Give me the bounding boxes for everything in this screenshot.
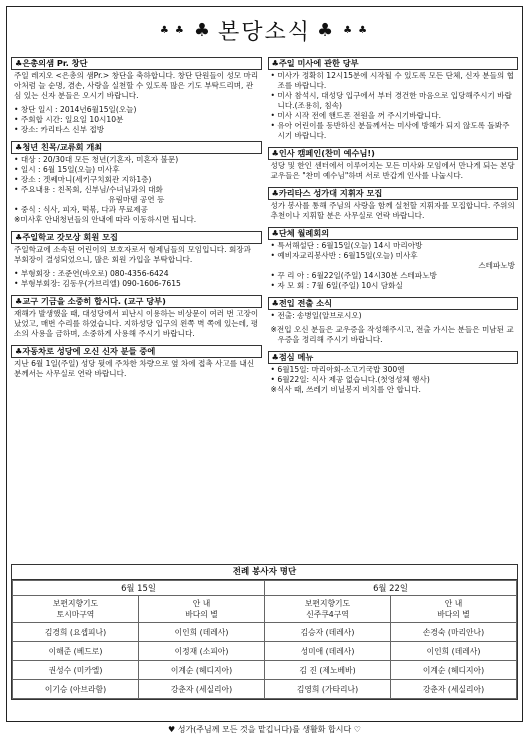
- notice-heading: ♣자동차로 성당에 오신 신자 분들 중에: [11, 345, 262, 358]
- table-row: [13, 661, 517, 680]
- server-name-cell: 이정재 (소피아): [139, 642, 265, 661]
- notice-line: • 6월22일: 식사 제공 없습니다.(첫영성체 행사): [270, 375, 430, 384]
- server-name-cell: 김경희 (요셉피나): [13, 623, 139, 642]
- notice-line: • 장소: 카리타스 신부 접방: [14, 125, 105, 134]
- notice-body: [268, 160, 519, 183]
- notice-body: [11, 358, 262, 381]
- liturgy-server-list: [11, 564, 518, 700]
- server-name-cell: 강춘자 (세실리아): [391, 680, 517, 699]
- server-name-cell: 이인희 (데레사): [139, 623, 265, 642]
- table-row: [13, 642, 517, 661]
- server-table: [12, 580, 517, 699]
- notice-body: [268, 70, 519, 143]
- server-name-cell: 권성수 (미카엘): [13, 661, 139, 680]
- date-cell: 6월 22일: [265, 581, 517, 596]
- notice-body: [11, 154, 262, 227]
- server-name-cell: 김 진 (제노베바): [265, 661, 391, 680]
- notice-body: [268, 364, 519, 397]
- notice-section: [11, 295, 262, 341]
- server-name-cell: 이기승 (아브라함): [13, 680, 139, 699]
- notice-line: ※미사후 안내청년들의 안내에 따라 이동하시면 됩니다.: [14, 215, 197, 224]
- notice-body: [268, 310, 519, 347]
- notice-line: • 주회합 시간: 일요일 10시10분: [14, 115, 124, 124]
- right-column: [268, 57, 519, 401]
- notice-heading: ♣점심 메뉴: [268, 351, 519, 364]
- page-title: [7, 7, 522, 53]
- notice-heading: ♣청년 친목/교류회 개최: [11, 141, 262, 154]
- notice-line: • 6월15일: 마리아회-소고기국밥 300엔: [270, 365, 405, 374]
- title-text: 본당소식: [217, 19, 311, 45]
- club-icon: ♣: [343, 24, 355, 36]
- table-row: [13, 623, 517, 642]
- notice-line: • 창단 일시 : 2014년6월15일(오늘): [14, 105, 137, 114]
- notice-heading: ♣전입 전출 소식: [268, 297, 519, 310]
- notice-section: [268, 187, 519, 223]
- role-header: 안 내 바다의 별: [139, 596, 265, 623]
- role-header-row: [13, 596, 517, 623]
- notice-line: 스테파노방: [478, 261, 515, 270]
- notice-line: • 부형회장 : 조준연(바오로) 080-4356-6424: [14, 269, 169, 278]
- server-name-cell: 손경숙 (마리안나): [391, 623, 517, 642]
- notice-line: • 주요내용 : 친목회, 신부님/수녀님과의 대화: [14, 185, 163, 194]
- notice-body: [11, 244, 262, 291]
- date-cell: 6월 15일: [13, 581, 265, 596]
- notice-line: 유림마뎀 공연 등: [108, 195, 165, 204]
- notice-heading: ♣인사 캠페인(찬미 예수님!): [268, 147, 519, 160]
- server-name-cell: 김영희 (가타리나): [265, 680, 391, 699]
- server-list-title: 전례 봉사자 명단: [12, 565, 517, 580]
- notice-body: [11, 308, 262, 341]
- notice-section: [11, 345, 262, 381]
- notice-heading: ♣카리타스 성가대 지휘자 모집: [268, 187, 519, 200]
- server-name-cell: 이계순 (헤디지아): [391, 661, 517, 680]
- notice-section: [268, 351, 519, 397]
- left-column: [11, 57, 262, 401]
- date-row: [13, 581, 517, 596]
- notice-line: • 일시 : 6월 15일(오늘) 미사후: [14, 165, 120, 174]
- notice-line: 지난 6월 1일(주일) 성당 뒷에 주차한 차량으로 옆 차에 접촉 사고를 내신 분께서는 사무실로 연락 바랍니다.: [14, 359, 255, 378]
- notice-section: [268, 57, 519, 143]
- server-name-cell: 성미애 (데레사): [265, 642, 391, 661]
- notice-section: [268, 147, 519, 183]
- notice-section: [11, 231, 262, 291]
- notice-line: • 특서해설단 : 6월15일(오늘) 14시 마리아방: [270, 241, 423, 250]
- club-icon: ♣: [174, 24, 186, 36]
- server-name-cell: 이계순 (헤디지아): [139, 661, 265, 680]
- club-icon: ♣: [358, 24, 370, 36]
- server-name-cell: 이해준 (베드로): [13, 642, 139, 661]
- notice-heading: ♣주일학교 갓모상 회원 모집: [11, 231, 262, 244]
- notice-line: • 미사 시작 전에 핸드폰 전원을 꺼 주시기바랍니다.: [270, 111, 441, 120]
- notice-line: • 장소 : 겟쎄마니(세키구치회관 지하1층): [14, 175, 152, 184]
- notice-line: • 예비자교리봉사반 : 6월15일(오늘) 미사후: [270, 251, 418, 260]
- notice-line: ※식사 때, 쓰레기 비닐봉지 비치를 안 합니다.: [270, 385, 421, 394]
- notice-line: 주일학교에 소속된 어린이의 보호자로서 형제님들의 모임입니다. 회장과 부회장이 결성되었으니, 많은 회원 가입을 부탁합니다.: [14, 245, 251, 264]
- notice-heading: ♣단체 월례회의: [268, 227, 519, 240]
- notice-heading: ♣주일 미사에 관한 당부: [268, 57, 519, 70]
- notice-body: [268, 200, 519, 223]
- notice-heading: ♣교구 기금을 소중히 합시다. (교구 당부): [11, 295, 262, 308]
- notice-section: [11, 141, 262, 227]
- notice-line: • 미사 참석시, 대성당 입구에서 부터 경건한 마음으로 입당해주시기 바랍니다.(조용히, 침속): [270, 91, 512, 110]
- bulletin-page: [6, 6, 523, 722]
- notice-line: 성가 봉사를 통해 주님의 사랑을 함께 실천할 지휘자를 모집합니다. 주위의 추천이나 지휘할 분은 사무실로 연락 바랍니다.: [270, 201, 515, 220]
- notice-line: • 중식 : 식사, 피자, 떡볶, 다과 무료제공: [14, 205, 148, 214]
- notice-body: [11, 70, 262, 137]
- notice-section: [268, 227, 519, 293]
- notice-line: • 자 모 회 : 7월 6일(주일) 10시 담화실: [270, 281, 403, 290]
- server-name-cell: 이인희 (데레사): [391, 642, 517, 661]
- notice-section: [268, 297, 519, 347]
- notice-line: • 유아 어린이를 동반하신 분들께서는 미사에 방해가 되지 않도록 돌봐주시기 바랍니다.: [270, 121, 510, 140]
- notice-line: • 전출: 송병일(알브로시오): [270, 311, 362, 320]
- notice-body: [268, 240, 519, 293]
- notice-line: 주일 레지오 <은총의 샘Pr.> 창단을 축하합니다. 창단 단원들이 성모 마리아처럼 늘 순명, 겸손, 사랑을 실천할 수 있도록 많은 기도 부탁드리며, 관심 있는 신자 분들은 오시기 바랍니다.: [14, 71, 259, 100]
- role-header: 안 내 바다의 별: [391, 596, 517, 623]
- club-icon: ♣: [159, 24, 171, 36]
- club-icon: ♣: [317, 19, 336, 41]
- notice-line: ※전입 오신 분들은 교우증을 작성해주시고, 전출 가시는 분들은 미남된 교우증을 정리해 주시기 바랍니다.: [270, 325, 514, 344]
- notice-line: 재해가 발생했을 때, 대성당에서 피난시 이용하는 비상문이 여러 번 고장이 났었고, 매번 수리를 하였습니다. 지하성당 입구의 왼쪽 벽 쪽에 있는데, 평소의 사용을 금하며, 소중하게 사용해 주시기 바랍니다.: [14, 309, 259, 338]
- club-icon: ♣: [193, 19, 212, 41]
- role-header: 보편지향기도 신주쿠4구역: [265, 596, 391, 623]
- footer-slogan: ♥ 성가(주님께 모든 것을 맡깁니다)를 생활화 합시다 ♡: [168, 725, 361, 734]
- table-row: [13, 680, 517, 699]
- notice-section: [11, 57, 262, 137]
- server-name-cell: 강춘자 (세실리아): [139, 680, 265, 699]
- notice-line: 성당 및 한인 센터에서 이루어지는 모든 미사와 모임에서 만나게 되는 본당 교우들은 "찬미 예수님"하며 서로 반갑게 인사를 나눕시다.: [270, 161, 515, 180]
- notice-line: • 미사가 정확히 12시15분에 시작될 수 있도록 모든 단체, 신자 분들의 협조를 바랍니다.: [270, 71, 514, 90]
- notice-line: • 대상 : 20/30대 모든 청년(기혼자, 미혼자 불문): [14, 155, 179, 164]
- notice-line: • 꾸 리 아 : 6월22일(주일) 14시30분 스테파노방: [270, 271, 437, 280]
- server-name-cell: 김승자 (데레사): [265, 623, 391, 642]
- notice-line: • 부형부회장: 김동우(가브리엘) 090-1606-7615: [14, 279, 181, 288]
- notice-heading: ♣은총의샘 Pr. 창단: [11, 57, 262, 70]
- role-header: 보편지향기도 토시마구역: [13, 596, 139, 623]
